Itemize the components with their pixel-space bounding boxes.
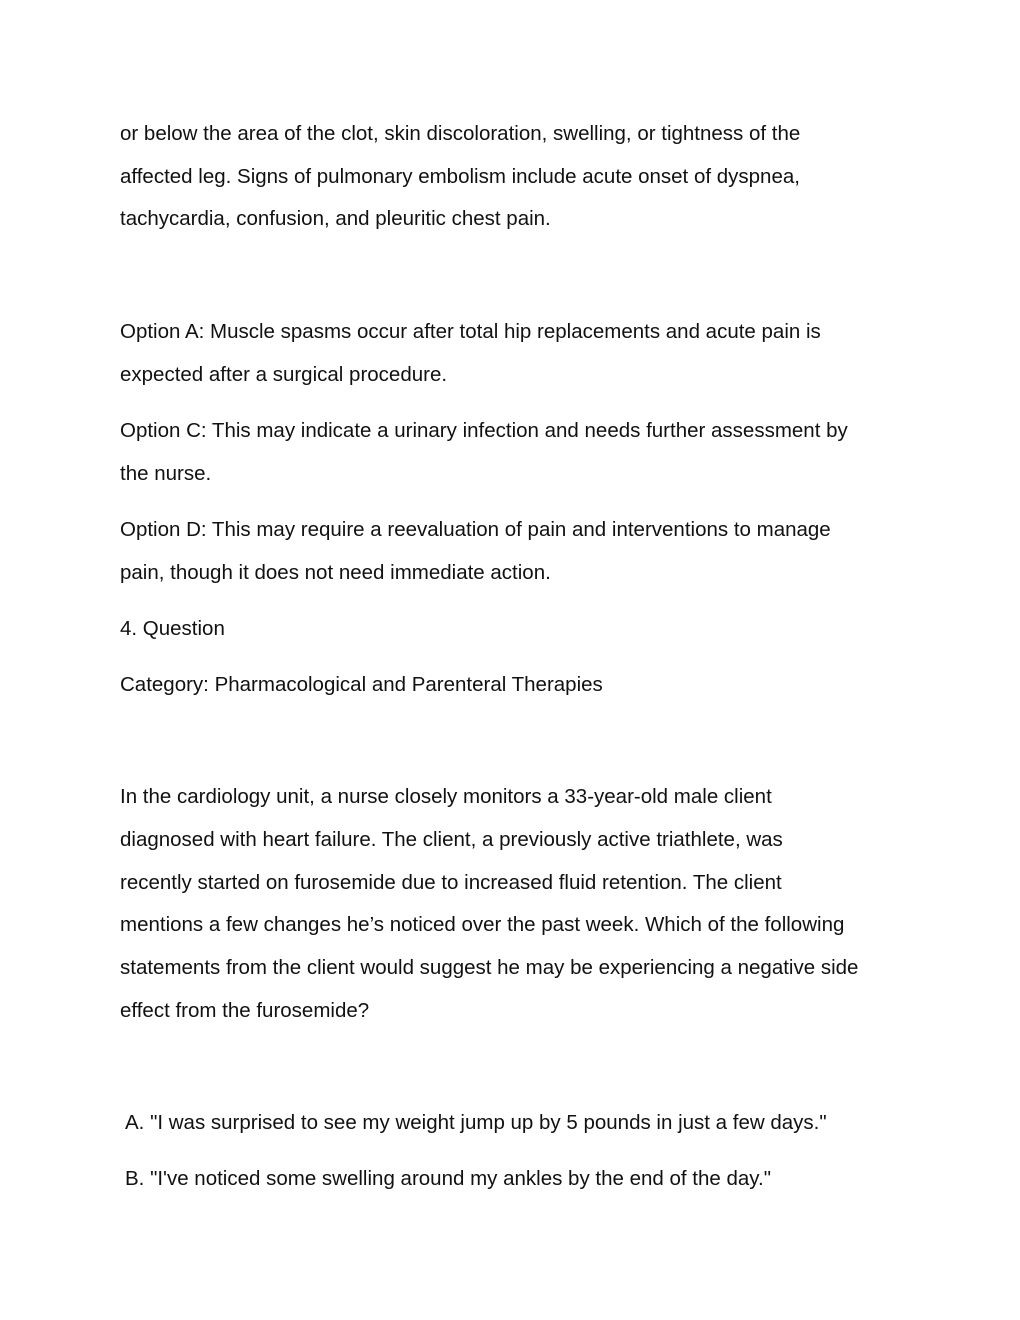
- question-heading: 4. Question: [120, 617, 225, 640]
- question-stem-line-6: effect from the furosemide?: [120, 999, 370, 1022]
- option-a-rationale-line-2: expected after a surgical procedure.: [120, 363, 448, 386]
- intro-line-1: or below the area of the clot, skin discoloration, swelling, or tightness of the: [120, 122, 801, 145]
- option-d-rationale-line-1: Option D: This may require a reevaluation of pain and interventions to manage: [120, 518, 831, 541]
- option-c-rationale-line-1: Option C: This may indicate a urinary infection and needs further assessment by: [120, 419, 848, 442]
- intro-line-3: tachycardia, confusion, and pleuritic chest pain.: [120, 207, 551, 230]
- question-category: Category: Pharmacological and Parenteral Therapies: [120, 673, 603, 696]
- question-stem-line-5: statements from the client would suggest he may be experiencing a negative side: [120, 956, 859, 979]
- question-stem-line-2: diagnosed with heart failure. The client, a previously active triathlete, was: [120, 828, 783, 851]
- question-stem-line-4: mentions a few changes he’s noticed over the past week. Which of the following: [120, 913, 845, 936]
- option-a-rationale-line-1: Option A: Muscle spasms occur after total hip replacements and acute pain is: [120, 320, 821, 343]
- intro-line-2: affected leg. Signs of pulmonary embolism include acute onset of dyspnea,: [120, 165, 800, 188]
- option-d-rationale-line-2: pain, though it does not need immediate action.: [120, 561, 551, 584]
- option-c-rationale-line-2: the nurse.: [120, 462, 212, 485]
- question-stem-line-1: In the cardiology unit, a nurse closely monitors a 33-year-old male client: [120, 785, 772, 808]
- answer-choice-a: A. "I was surprised to see my weight jump up by 5 pounds in just a few days.": [125, 1111, 827, 1134]
- question-stem-line-3: recently started on furosemide due to increased fluid retention. The client: [120, 871, 782, 894]
- answer-choice-b: B. "I've noticed some swelling around my ankles by the end of the day.": [125, 1167, 771, 1190]
